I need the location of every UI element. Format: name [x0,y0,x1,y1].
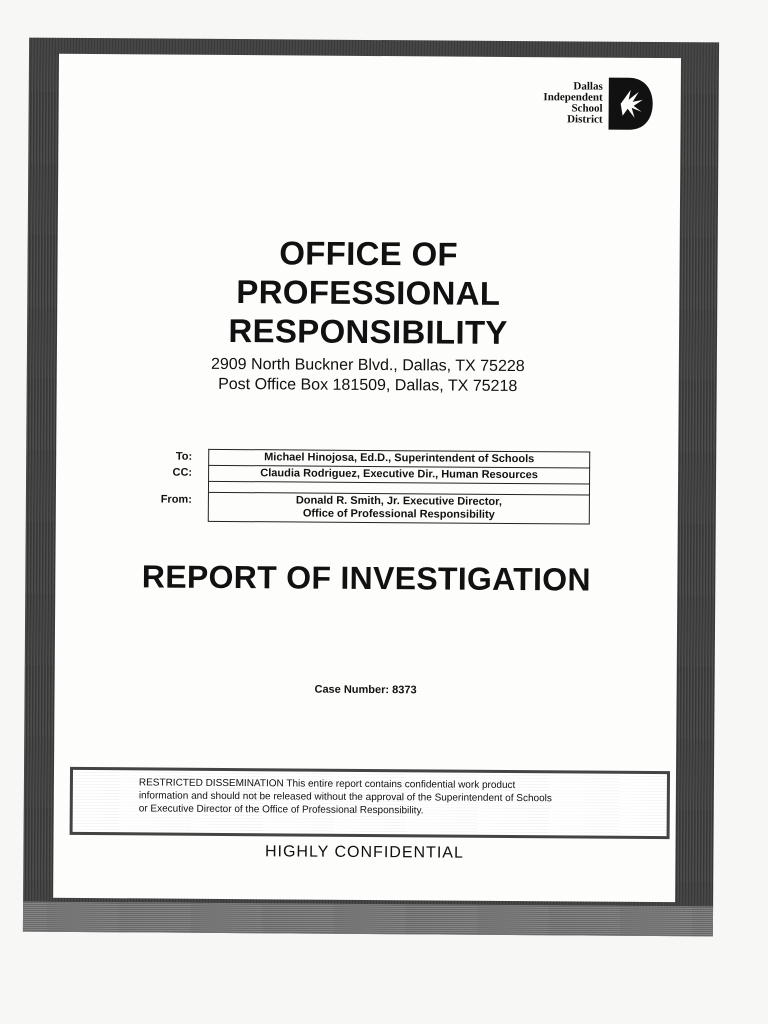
cc-label: CC: [172,466,193,479]
title-line: RESPONSIBILITY [228,312,508,351]
logo-line: Dallas [573,80,603,93]
notice-line: information and should not be released without the approval of the Superintendent of Schools [138,790,552,805]
document-border [23,38,719,937]
classification-label: HIGHLY CONFIDENTIAL [264,843,464,862]
district-d-icon [606,76,654,132]
notice-line: RESTRICTED DISSEMINATION This entire report contains confidential work product [138,777,516,792]
restricted-notice-text [139,776,649,819]
from-line: Donald R. Smith, Jr. Executive Director, [295,494,502,508]
address-line: 2909 North Buckner Blvd., Dallas, TX 75228 [210,355,525,376]
notice-line: or Executive Director of the Office of Professional Responsibility. [138,803,424,817]
office-address [57,354,679,398]
to-value: Michael Hinojosa, Ed.D., Superintendent of Schools [208,449,590,468]
to-label: To: [175,450,193,463]
logo-text [543,81,603,125]
border-bottom-strip [23,902,713,937]
title-line: PROFESSIONAL [236,273,501,312]
title-line: OFFICE OF [279,234,459,273]
memo-row-from [142,491,612,524]
address-line: Post Office Box 181509, Dallas, TX 75218 [218,375,518,396]
logo-line: Independent [543,91,603,104]
from-value [208,492,590,525]
logo-line: District [567,113,603,126]
spacer-label [142,480,208,491]
district-logo [543,75,655,132]
from-line: Office of Professional Responsibility [302,507,495,521]
restricted-notice-box [70,767,670,839]
office-title [57,232,680,353]
case-number: Case Number: 8373 [314,683,417,697]
memo-routing [142,448,612,524]
document-page [53,54,681,902]
from-label: From: [160,493,192,506]
report-title: REPORT OF INVESTIGATION [141,558,591,598]
cc-value: Claudia Rodriguez, Executive Dir., Human Resources [208,465,590,484]
logo-line: School [571,102,603,115]
